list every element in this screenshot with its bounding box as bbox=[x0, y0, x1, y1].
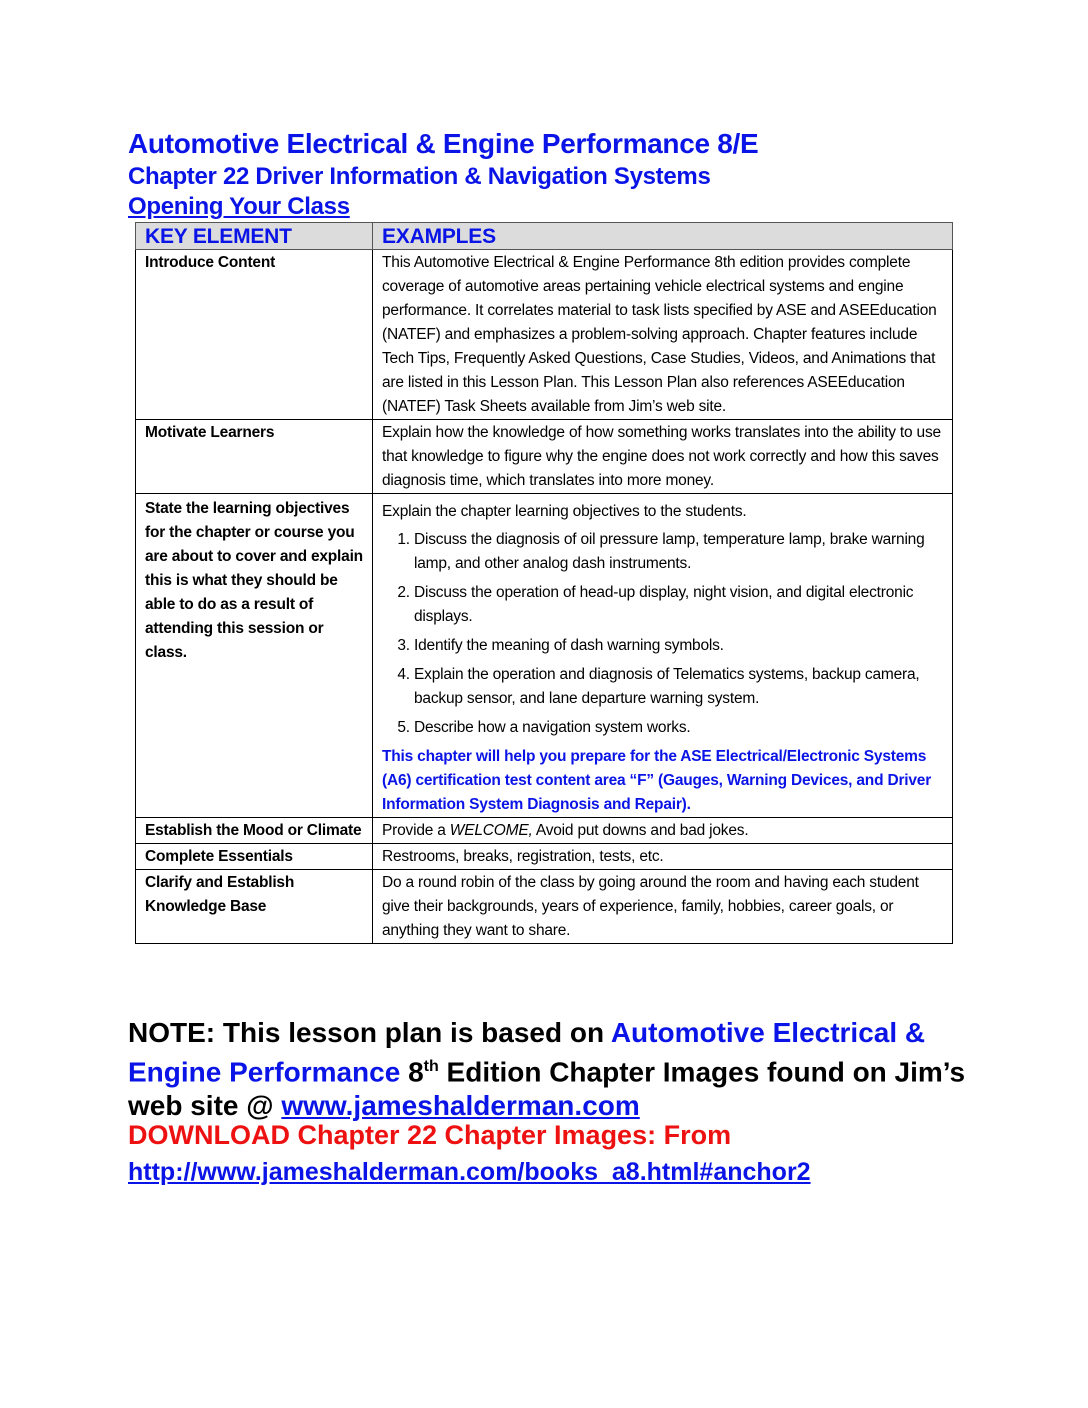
key-element: Establish the Mood or Climate bbox=[136, 818, 373, 844]
welcome-emphasis: WELCOME, bbox=[449, 822, 533, 839]
note-prefix: NOTE: This lesson plan is based on bbox=[128, 1017, 611, 1048]
objective-item: 2. Discuss the operation of head-up display, night vision, and digital electronic displays. bbox=[414, 581, 943, 629]
example-text: Explain how the knowledge of how something works translates into the ability to use that knowledge to figure why the engine does not work correctly and how this saves diagnosis time, which translates into more money. bbox=[373, 420, 953, 494]
table-row bbox=[136, 250, 953, 420]
example-text: Do a round robin of the class by going around the room and having each student give their backgrounds, years of experience, family, hobbies, career goals, or anything they want to share. bbox=[373, 870, 953, 944]
objective-item: 1. Discuss the diagnosis of oil pressure lamp, temperature lamp, brake warning lamp, and other analog dash instruments. bbox=[414, 528, 943, 576]
edition-number: 8 bbox=[400, 1056, 424, 1088]
example-text: Restrooms, breaks, registration, tests, etc. bbox=[373, 844, 953, 870]
download-link[interactable]: http://www.jameshalderman.com/books_a8.html#anchor2 bbox=[128, 1158, 811, 1186]
key-element: Complete Essentials bbox=[136, 844, 373, 870]
edition-suffix: th bbox=[423, 1058, 439, 1075]
objective-item: 4. Explain the operation and diagnosis of Telematics systems, backup camera, backup sensor, and lane departure warning system. bbox=[414, 663, 943, 711]
key-element: Introduce Content bbox=[136, 250, 373, 420]
objectives-list bbox=[382, 528, 943, 740]
table-row bbox=[136, 420, 953, 494]
objectives-intro: Explain the chapter learning objectives to the students. bbox=[382, 503, 747, 520]
example-text: This Automotive Electrical & Engine Performance 8th edition provides complete coverage of automotive areas pertaining vehicle electrical systems and engine performance. It correlates material to task lists specified by ASE and ASEEducation (NATEF) and emphasizes a problem-solving approach. Chapter features include Tech Tips, Frequently Asked Questions, Case Studies, Videos, and Animations that are listed in this Lesson Plan. This Lesson Plan also references ASEEducation (NATEF) Task Sheets available from Jim’s web site. bbox=[373, 250, 953, 420]
download-heading: DOWNLOAD Chapter 22 Chapter Images: From bbox=[128, 1120, 732, 1150]
objective-item: 5. Describe how a navigation system works. bbox=[414, 716, 943, 740]
lesson-plan-note bbox=[128, 1016, 968, 1123]
ase-certification-note: This chapter will help you prepare for the ASE Electrical/Electronic Systems (A6) certification test content area “F” (Gauges, Warning Devices, and Driver Information System Diagnosis and Repair). bbox=[382, 748, 932, 813]
column-header-examples: EXAMPLES bbox=[373, 223, 953, 250]
lesson-plan-table bbox=[135, 222, 953, 944]
table-header-row bbox=[136, 223, 953, 250]
objectives-cell bbox=[373, 494, 953, 818]
table-row bbox=[136, 494, 953, 818]
example-text bbox=[373, 818, 953, 844]
document-title: Automotive Electrical & Engine Performance 8/E bbox=[128, 128, 759, 159]
key-element: State the learning objectives for the chapter or course you are about to cover and explain this is what they should be able to do as a result of attending this session or class. bbox=[136, 494, 373, 818]
key-element: Clarify and Establish Knowledge Base bbox=[136, 870, 373, 944]
note-mid: Edition Chapter Images found on Jim’s web site @ bbox=[128, 1056, 966, 1122]
objective-item: 3. Identify the meaning of dash warning symbols. bbox=[414, 634, 943, 658]
text-before: Provide a bbox=[382, 822, 450, 839]
website-link[interactable]: www.jameshalderman.com bbox=[281, 1090, 640, 1122]
section-title: Opening Your Class bbox=[128, 193, 350, 220]
chapter-title: Chapter 22 Driver Information & Navigation Systems bbox=[128, 163, 711, 190]
table-row bbox=[136, 870, 953, 944]
table-row bbox=[136, 818, 953, 844]
book-title: Automotive Electrical & Engine Performance bbox=[128, 1017, 926, 1088]
text-after: Avoid put downs and bad jokes. bbox=[532, 822, 749, 839]
table-row bbox=[136, 844, 953, 870]
key-element: Motivate Learners bbox=[136, 420, 373, 494]
column-header-key-element: KEY ELEMENT bbox=[136, 223, 373, 250]
